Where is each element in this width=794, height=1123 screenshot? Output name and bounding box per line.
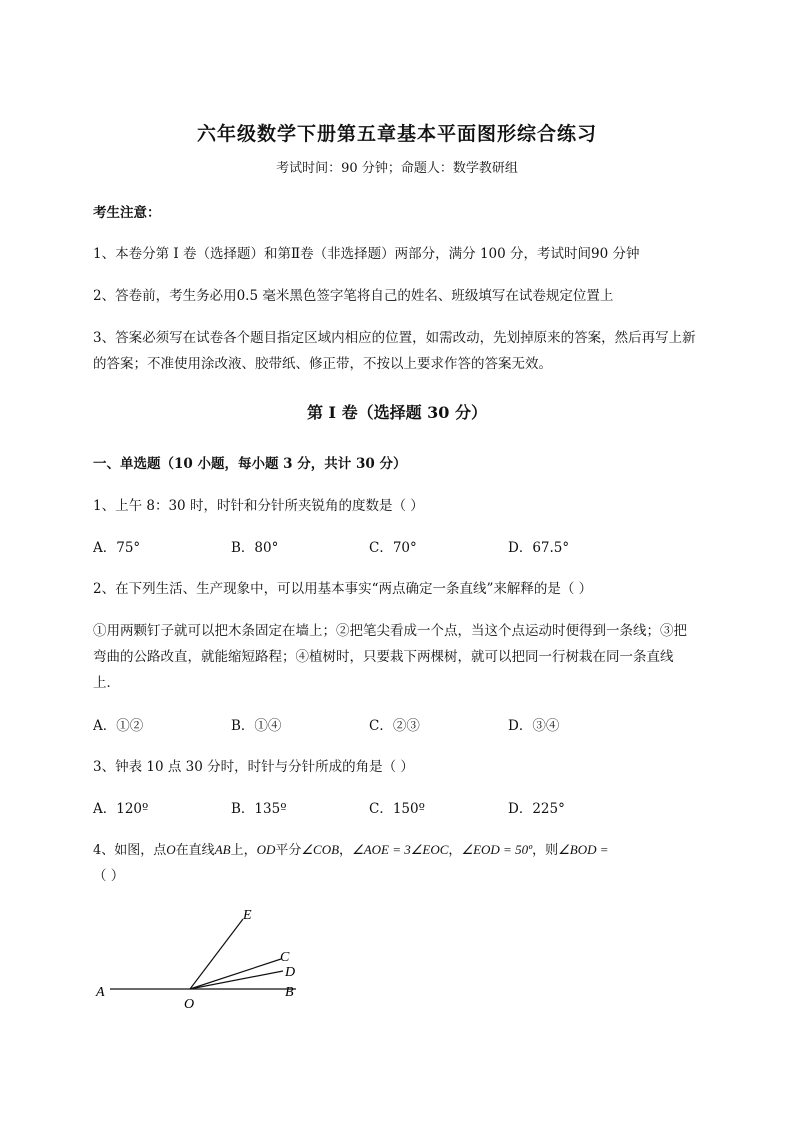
math-expr: ∠EOD = 50º <box>461 842 533 857</box>
question-2-option-c: C．②③ <box>369 718 420 734</box>
math-expr: AB <box>214 842 231 857</box>
question-2-body-line: ①用两颗钉子就可以把木条固定在墙上；②把笔尖看成一个点，当这个点运动时便得到一条线；③把 <box>93 623 687 639</box>
question-3-option-c: C．150º <box>369 801 425 817</box>
question-1-stem: 1、上午 8：30 时，时针和分针所夹锐角的度数是（ ） <box>93 498 424 514</box>
question-4-stem <box>93 839 609 858</box>
question-1-option-d: D．67.5° <box>508 540 570 556</box>
note-item: 2、答卷前，考生务必用0.5 毫米黑色签字笔将自己的姓名、班级填写在试卷规定位置上 <box>93 288 614 304</box>
label-e: E <box>243 908 252 923</box>
note-item: 的答案；不准使用涂改液、胶带纸、修正带，不按以上要求作答的答案无效。 <box>93 356 552 372</box>
label-b: B <box>285 985 294 1000</box>
question-3-stem: 3、钟表 10 点 30 分时，时针与分针所成的角是（ ） <box>93 759 414 775</box>
question-1-option-a: A．75° <box>93 540 141 556</box>
note-item: 1、本卷分第 I 卷（选择题）和第Ⅱ卷（非选择题）两部分，满分 100 分，考试时间90 分钟 <box>93 246 640 262</box>
question-2-body-line: 弯曲的公路改直，就能缩短路程；④植树时，只要栽下两棵树，就可以把同一行树栽在同一条直线 <box>93 649 674 665</box>
notes-heading: 考生注意： <box>93 205 161 221</box>
question-1-option-c: C．70° <box>369 540 417 556</box>
stem-text: ， <box>339 843 353 858</box>
math-expr: OD <box>256 842 276 857</box>
page-title: 六年级数学下册第五章基本平面图形综合练习 <box>196 123 597 145</box>
question-2-stem: 2、在下列生活、生产现象中，可以用基本事实“两点确定一条直线”来解释的是（ ） <box>93 581 593 597</box>
label-o: O <box>184 997 195 1012</box>
label-c: C <box>280 950 290 965</box>
question-2-option-d: D．③④ <box>508 718 560 734</box>
question-2-body-line: 上． <box>93 675 120 691</box>
label-a: A <box>96 985 105 1000</box>
math-expr: O <box>166 842 176 857</box>
stem-text: ， <box>448 843 462 858</box>
stem-text: ，则 <box>532 843 559 858</box>
exam-info: 考试时间：90 分钟；命题人：数学教研组 <box>276 161 518 176</box>
math-expr: ∠BOD = <box>558 842 609 857</box>
question-3-option-a: A．120º <box>93 801 149 817</box>
question-2-option-a: A．①② <box>93 718 144 734</box>
question-2-option-b: B．①④ <box>231 718 282 734</box>
part-heading: 一、单选题（10 小题，每小题 3 分，共计 30 分） <box>93 456 407 472</box>
ray-oe <box>190 919 243 989</box>
stem-text: 平分 <box>275 843 302 858</box>
math-expr: ∠AOE = 3∠EOC <box>352 842 449 857</box>
question-4-answer-blank: （ ） <box>93 868 125 884</box>
stem-text: 上， <box>230 843 257 858</box>
math-expr: ∠COB <box>301 842 340 857</box>
question-3-option-d: D．225° <box>508 801 565 817</box>
section-title: 第 I 卷（选择题 30 分） <box>306 403 488 422</box>
stem-text: 4、如图，点 <box>93 843 167 858</box>
label-d: D <box>285 965 296 980</box>
stem-text: 在直线 <box>175 843 215 858</box>
angle-figure <box>80 895 340 1015</box>
note-item: 3、答案必须写在试卷各个题目指定区域内相应的位置，如需改动，先划掉原来的答案，然后再写上新 <box>93 330 696 346</box>
question-1-option-b: B．80° <box>231 540 279 556</box>
question-3-option-b: B．135º <box>231 801 287 817</box>
